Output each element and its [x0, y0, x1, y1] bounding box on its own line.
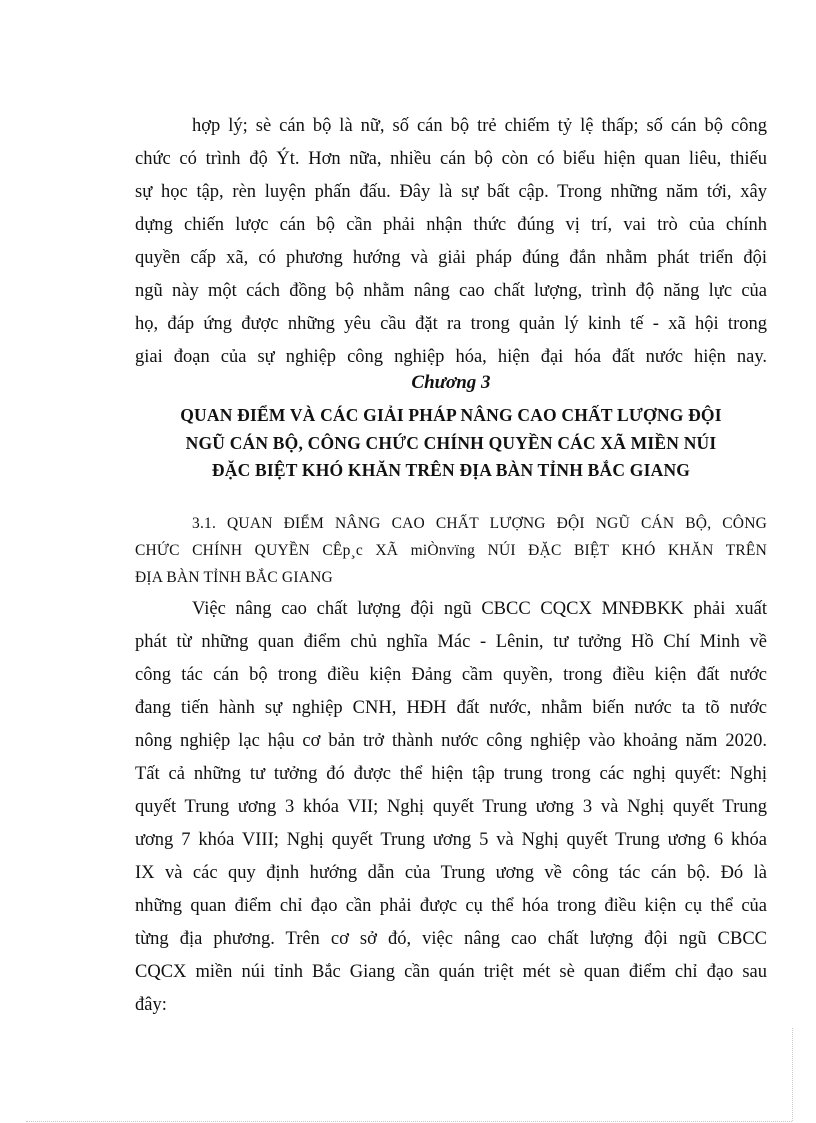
chapter-title-line-1: QUAN ĐIỂM VÀ CÁC GIẢI PHÁP NÂNG CAO CHẤT LƯỢNG ĐỘI	[180, 405, 722, 425]
paragraph-2-line-7: quyết Trung ương 3 khóa VII; Nghị quyết Trung ương 3 và Nghị quyết Trung	[135, 797, 767, 817]
paragraph-2-line-1: Việc nâng cao chất lượng đội ngũ CBCC CQCX MNĐBKK phải xuất	[192, 599, 767, 619]
section-heading-line-3: ĐỊA BÀN TỈNH BẮC GIANG	[135, 569, 333, 586]
paragraph-2-line-9: IX và các quy định hướng dẫn của Trung ương về công tác cán bộ. Đó là	[135, 863, 767, 883]
section-heading-line-1: 3.1. QUAN ĐIỂM NÂNG CAO CHẤT LƯỢNG ĐỘI NGŨ CÁN BỘ, CÔNG	[192, 515, 767, 532]
paragraph-1-line-3: sự học tập, rèn luyện phấn đấu. Đây là sự bất cập. Trong những năm tới, xây	[135, 182, 767, 202]
paragraph-1-line-1: hợp lý; sè cán bộ là nữ, số cán bộ trẻ chiếm tỷ lệ thấp; số cán bộ công	[192, 116, 767, 136]
paragraph-2-line-8: ương 7 khóa VIII; Nghị quyết Trung ương 5 và Nghị quyết Trung ương 6 khóa	[135, 830, 767, 850]
chapter-title-line-3: ĐẶC BIỆT KHÓ KHĂN TRÊN ĐỊA BÀN TỈNH BẮC GIANG	[211, 460, 691, 480]
paragraph-2-line-10: những quan điểm chỉ đạo cần phải được cụ thể hóa trong điều kiện cụ thể của	[135, 896, 767, 916]
paragraph-2-line-2: phát từ những quan điểm chủ nghĩa Mác - Lênin, tư tưởng Hồ Chí Minh về	[135, 632, 767, 652]
paragraph-1-line-6: ngũ này một cách đồng bộ nhằm nâng cao chất lượng, trình độ năng lực của	[135, 281, 767, 301]
paragraph-2-line-6: Tất cả những tư tưởng đó được thể hiện tập trung trong các nghị quyết: Nghị	[135, 764, 767, 784]
paragraph-2-line-4: đang tiến hành sự nghiệp CNH, HĐH đất nước, nhằm biến nước ta tõ nước	[135, 698, 767, 718]
chapter-label: Chương 3	[411, 372, 491, 393]
paragraph-1-line-7: họ, đáp ứng được những yêu cầu đặt ra trong quản lý kinh tế - xã hội trong	[135, 314, 767, 334]
page-bottom-dotted-rule	[26, 1121, 792, 1122]
paragraph-2-line-12: CQCX miền núi tỉnh Bắc Giang cần quán triệt mét sè quan điểm chỉ đạo sau	[135, 962, 767, 982]
chapter-title-line-2: NGŨ CÁN BỘ, CÔNG CHỨC CHÍNH QUYỀN CÁC XÃ MIỀN NÚI	[185, 433, 717, 453]
section-heading-line-2: CHỨC CHÍNH QUYỀN CÊp¸c XÃ miÒnvïng NÚI ĐẶC BIỆT KHÓ KHĂN TRÊN	[135, 542, 767, 559]
paragraph-1-line-8: giai đoạn của sự nghiệp công nghiệp hóa, hiện đại hóa đất nước hiện nay.	[135, 347, 767, 367]
paragraph-1-line-4: dựng chiến lược cán bộ cần phải nhận thức đúng vị trí, vai trò của chính	[135, 215, 767, 235]
paragraph-2-line-3: công tác cán bộ trong điều kiện Đảng cầm quyền, trong điều kiện đất nước	[135, 665, 767, 685]
paragraph-1-line-5: quyền cấp xã, có phương hướng và giải pháp đúng đắn nhằm phát triển đội	[135, 248, 767, 268]
paragraph-2-line-11: từng địa phương. Trên cơ sở đó, việc nâng cao chất lượng đội ngũ CBCC	[135, 929, 767, 949]
paragraph-2-line-5: nông nghiệp lạc hậu cơ bản trở thành nước công nghiệp vào khoảng năm 2020.	[135, 731, 767, 751]
page-right-dotted-rule	[792, 1028, 793, 1121]
paragraph-1-line-2: chức có trình độ Ýt. Hơn nữa, nhiều cán bộ còn có biểu hiện quan liêu, thiếu	[135, 149, 767, 169]
paragraph-2-line-13: đây:	[135, 995, 167, 1015]
